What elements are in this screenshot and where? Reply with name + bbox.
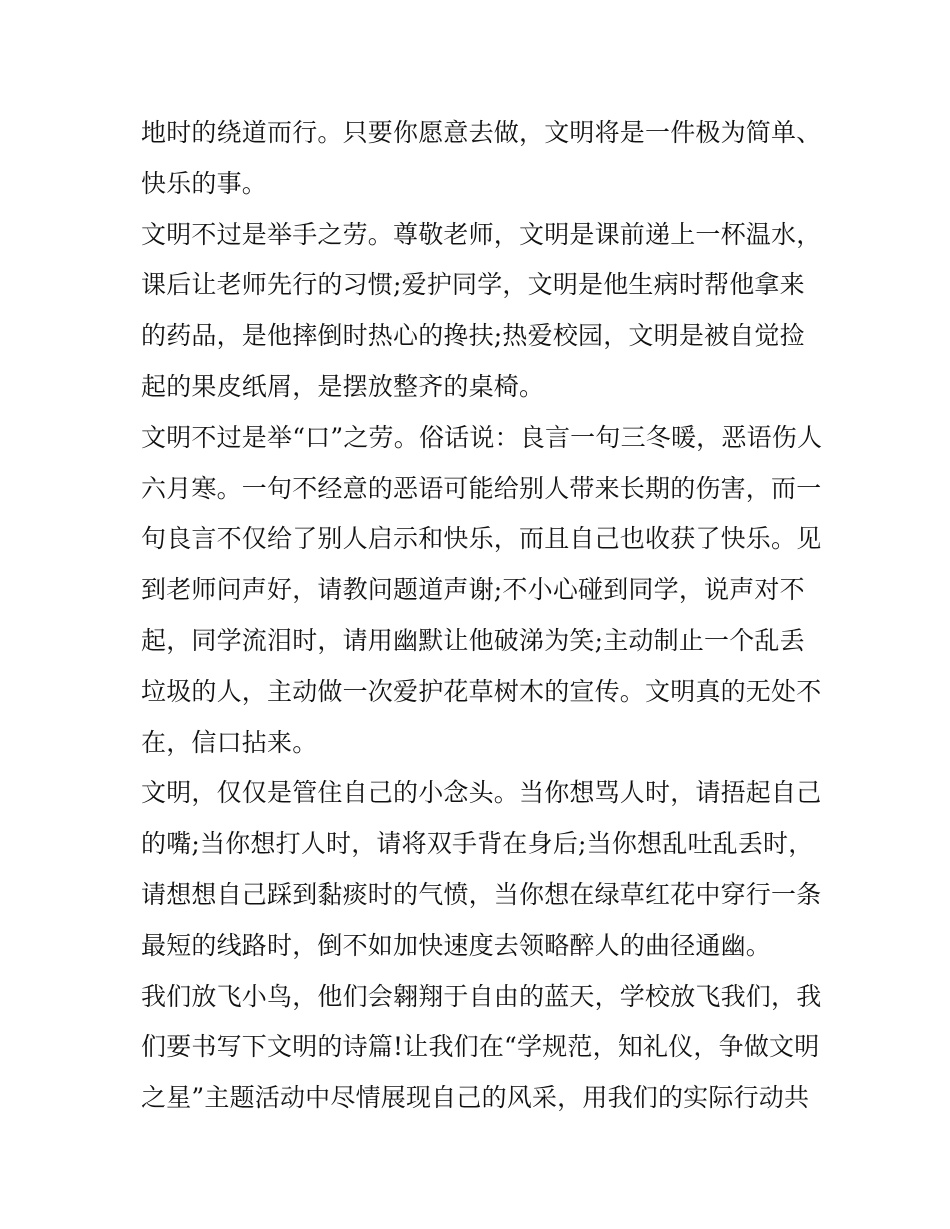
text-line: 到老师问声好，请教问题道声谢;不小心碰到同学，说声对不 — [141, 575, 805, 605]
text-line: 起，同学流泪时，请用幽默让他破涕为笑;主动制止一个乱丢 — [141, 625, 805, 655]
text-line: 课后让老师先行的习惯;爱护同学，文明是他生病时帮他拿来 — [141, 270, 805, 300]
text-line: 句良言不仅给了别人启示和快乐，而且自己也收获了快乐。见 — [141, 524, 822, 554]
text-line: 请想想自己踩到黏痰时的气愤，当你想在绿草红花中穿行一条 — [141, 879, 822, 909]
text-line: 文明不过是举手之劳。尊敬老师，文明是课前递上一杯温水， — [141, 219, 822, 249]
text-line: 文明不过是举“口”之劳。俗话说：良言一句三冬暖，恶语伤人 — [141, 422, 823, 452]
text-line: 最短的线路时，倒不如加快速度去领略醉人的曲径通幽。 — [141, 930, 772, 960]
text-line: 们要书写下文明的诗篇!让我们在“学规范，知礼仪，争做文明 — [141, 1032, 820, 1062]
text-line: 之星”主题活动中尽情展现自己的风采，用我们的实际行动共 — [141, 1083, 810, 1113]
text-line: 我们放飞小鸟，他们会翱翔于自由的蓝天，学校放飞我们，我 — [141, 981, 822, 1011]
text-line: 的药品，是他摔倒时热心的搀扶;热爱校园，文明是被自觉捡 — [141, 321, 805, 351]
text-line: 地时的绕道而行。只要你愿意去做，文明将是一件极为简单、 — [141, 118, 822, 147]
text-line: 起的果皮纸屑，是摆放整齐的桌椅。 — [141, 371, 545, 401]
document-body — [141, 108, 821, 1124]
text-line: 的嘴;当你想打人时，请将双手背在身后;当你想乱吐乱丢时， — [141, 829, 814, 859]
text-line: 文明，仅仅是管住自己的小念头。当你想骂人时，请捂起自己 — [141, 778, 822, 808]
text-line: 快乐的事。 — [141, 168, 268, 198]
text-line: 垃圾的人，主动做一次爱护花草树木的宣传。文明真的无处不 — [141, 676, 822, 706]
text-line: 在，信口拈来。 — [141, 727, 318, 757]
text-line: 六月寒。一句不经意的恶语可能给别人带来长期的伤害，而一 — [141, 473, 822, 503]
